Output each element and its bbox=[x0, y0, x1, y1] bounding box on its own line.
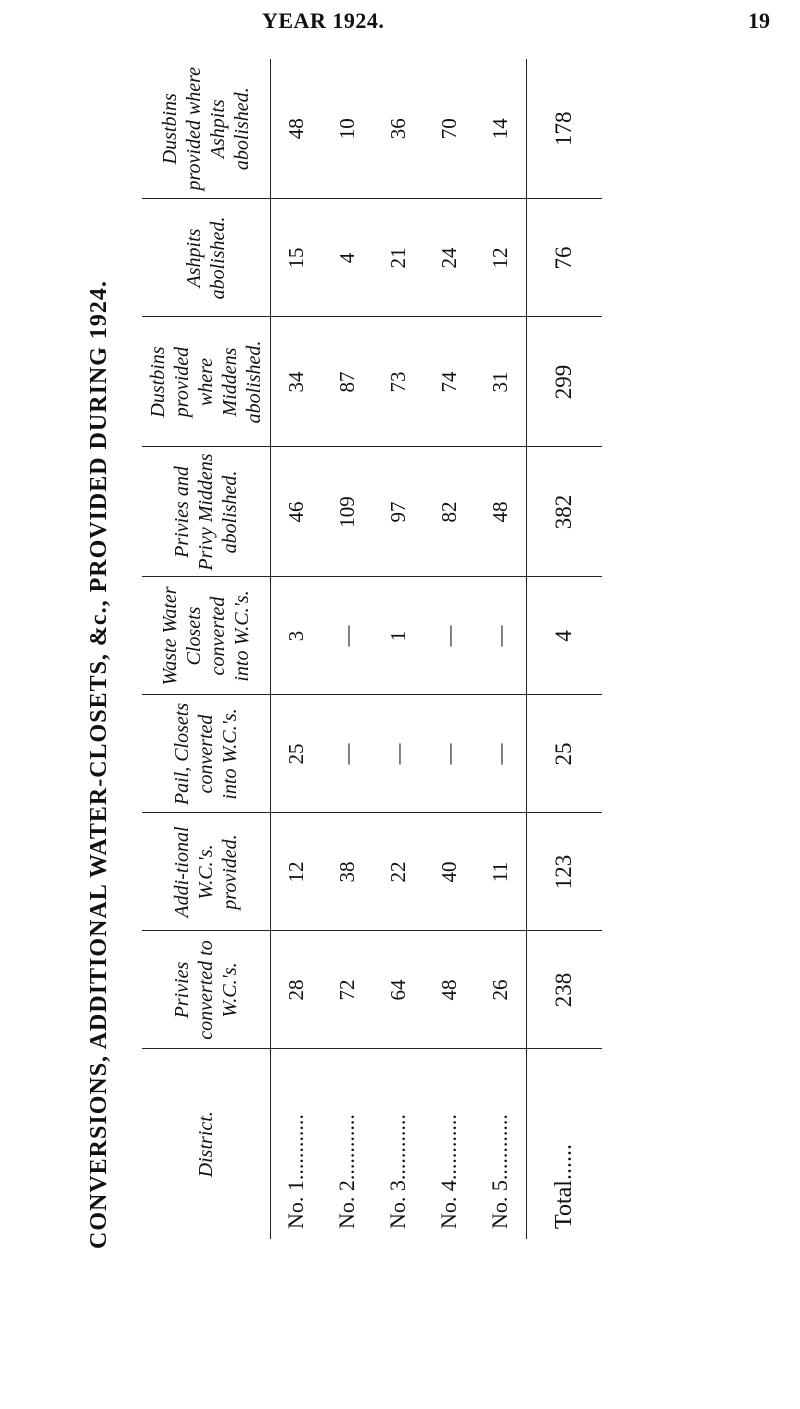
col-header-waste-water-closets: Waste Water Closets converted into W.C.'s. bbox=[142, 577, 271, 695]
table-cell: 48 bbox=[424, 931, 475, 1049]
total-label: Total...... bbox=[526, 1049, 602, 1239]
table-cell: 82 bbox=[424, 447, 475, 577]
col-header-privies-converted: Privies converted to W.C.'s. bbox=[142, 931, 271, 1049]
table-row bbox=[475, 59, 526, 1239]
total-cell: 299 bbox=[526, 317, 602, 447]
table-cell: 10 bbox=[334, 118, 359, 140]
table-cell: 11 bbox=[475, 813, 526, 931]
table-row bbox=[322, 59, 373, 1239]
page-year: YEAR 1924. bbox=[262, 8, 385, 33]
table-cell: 46 bbox=[271, 447, 322, 577]
table-row bbox=[424, 59, 475, 1239]
table-cell: 36 bbox=[385, 118, 410, 140]
table-cell: 1 bbox=[373, 577, 424, 695]
table-cell: 97 bbox=[373, 447, 424, 577]
district-cell: No. 1............ bbox=[271, 1049, 322, 1239]
header-row bbox=[142, 59, 271, 1239]
table-cell: 40 bbox=[424, 813, 475, 931]
col-header-ashpits-abolished: Ashpits abolished. bbox=[142, 199, 271, 317]
table-cell: — bbox=[322, 577, 373, 695]
district-cell: No. 3............ bbox=[373, 1049, 424, 1239]
table-cell: 25 bbox=[271, 695, 322, 813]
col-header-privies-middens-abolished: Privies and Privy Middens abolished. bbox=[142, 447, 271, 577]
table-row bbox=[373, 59, 424, 1239]
table-cell: — bbox=[424, 577, 475, 695]
total-cell: 123 bbox=[526, 813, 602, 931]
table-cell: 12 bbox=[475, 199, 526, 317]
conversions-table bbox=[142, 59, 602, 1239]
total-cell: 178 bbox=[526, 59, 602, 199]
total-cell: 238 bbox=[526, 931, 602, 1049]
table-cell: 70 bbox=[436, 118, 461, 140]
table-cell: 31 bbox=[475, 317, 526, 447]
table-cell: 26 bbox=[475, 931, 526, 1049]
table-cell: 4 bbox=[322, 199, 373, 317]
table-cell: — bbox=[322, 695, 373, 813]
table-cell: 48 bbox=[475, 447, 526, 577]
total-cell: 76 bbox=[526, 199, 602, 317]
total-cell: 382 bbox=[526, 447, 602, 577]
col-header-district: District. bbox=[142, 1049, 271, 1239]
district-cell: No. 2............ bbox=[322, 1049, 373, 1239]
table-cell: 12 bbox=[271, 813, 322, 931]
table-cell: 24 bbox=[424, 199, 475, 317]
table-cell: 14 bbox=[487, 118, 512, 140]
total-cell: 4 bbox=[526, 577, 602, 695]
table-cell: 87 bbox=[322, 317, 373, 447]
table-cell: 38 bbox=[322, 813, 373, 931]
table-title: CONVERSIONS, ADDITIONAL WATER-CLOSETS, &c., PROVIDED DURING 1924. bbox=[86, 280, 112, 1249]
table-cell: 73 bbox=[373, 317, 424, 447]
table-cell: 28 bbox=[271, 931, 322, 1049]
col-header-pail-closets: Pail, Closets converted into W.C.'s. bbox=[142, 695, 271, 813]
table-cell: — bbox=[475, 695, 526, 813]
district-cell: No. 5............ bbox=[475, 1049, 526, 1239]
total-row bbox=[526, 59, 602, 1239]
total-cell: 25 bbox=[526, 695, 602, 813]
district-cell: No. 4............ bbox=[424, 1049, 475, 1239]
table-cell: 3 bbox=[271, 577, 322, 695]
table-cell: 109 bbox=[322, 447, 373, 577]
table-cell: — bbox=[475, 577, 526, 695]
table-cell: 21 bbox=[373, 199, 424, 317]
table-cell: 74 bbox=[424, 317, 475, 447]
table-cell: 64 bbox=[373, 931, 424, 1049]
table-cell: — bbox=[373, 695, 424, 813]
table-cell: 15 bbox=[271, 199, 322, 317]
col-header-dustbins-middens: Dustbins provided where Middens abolished. bbox=[142, 317, 271, 447]
table-cell: — bbox=[424, 695, 475, 813]
table-cell: 34 bbox=[271, 317, 322, 447]
col-header-additional-wcs: Addi-tional W.C.'s. provided. bbox=[142, 813, 271, 931]
table-cell: 22 bbox=[373, 813, 424, 931]
table-row bbox=[271, 59, 322, 1239]
page-number: 19 bbox=[748, 8, 770, 33]
table-cell: 72 bbox=[322, 931, 373, 1049]
col-header-dustbins-ashpits: Dustbins provided where Ashpits abolished. bbox=[142, 59, 271, 199]
table-cell: 48 bbox=[283, 118, 308, 140]
